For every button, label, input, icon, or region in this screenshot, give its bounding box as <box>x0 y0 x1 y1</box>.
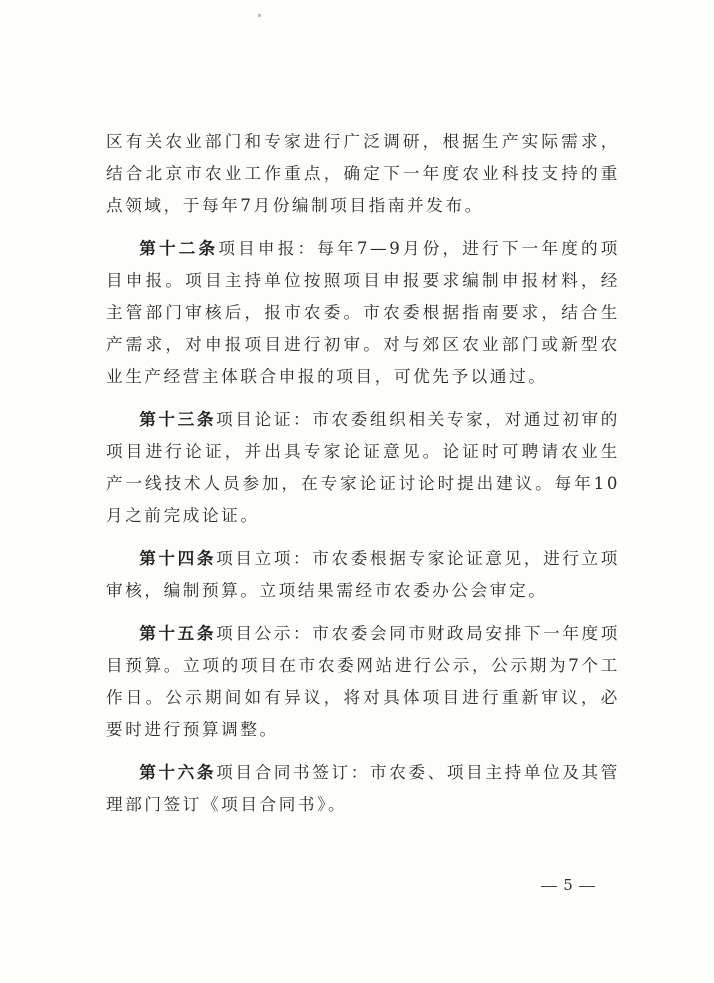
scan-speck <box>258 14 261 17</box>
paragraph-text: 项目申报：每年7—9月份，进行下一年度的项目申报。项目主持单位按照项目申报要求编制申报材料，经主管部门审核后，报市农委。市农委根据指南要求，结合生产需求，对申报项目进行初审。对与郊区农业部门或新型农业生产经营主体联合申报的项目，可优先予以通过。 <box>106 239 621 386</box>
paragraph-article-14 <box>106 543 620 607</box>
paragraph-text: 项目公示：市农委会同市财政局安排下一年度项目预算。立项的项目在市农委网站进行公示，公示期为7个工作日。公示期间如有异议，将对具体项目进行重新审议，必要时进行预算调整。 <box>106 624 620 739</box>
paragraph-text: 项目论证：市农委组织相关专家，对通过初审的项目进行论证，并出具专家论证意见。论证时可聘请农业生产一线技术人员参加，在专家论证讨论时提出建议。每年10月之前完成论证。 <box>106 410 620 525</box>
article-title: 第十三条 <box>139 410 217 429</box>
document-body <box>106 126 620 821</box>
article-title: 第十二条 <box>139 239 219 258</box>
page-number-value: 5 <box>563 876 573 894</box>
paragraph-article-13 <box>106 404 620 532</box>
paragraph-article-15 <box>106 618 620 746</box>
article-title: 第十四条 <box>139 549 217 568</box>
dash-left <box>541 886 557 887</box>
article-title: 第十五条 <box>139 624 217 643</box>
dash-right <box>579 886 595 887</box>
paragraph-article-16 <box>106 757 620 821</box>
page-number <box>532 876 604 894</box>
paragraph-text: 项目合同书签订：市农委、项目主持单位及其管理部门签订《项目合同书》。 <box>106 763 620 814</box>
article-title: 第十六条 <box>139 763 217 782</box>
paragraph-text: 项目立项：市农委根据专家论证意见，进行立项审核，编制预算。立项结果需经市农委办公会审定。 <box>106 549 620 600</box>
paragraph-text: 区有关农业部门和专家进行广泛调研，根据生产实际需求，结合北京市农业工作重点，确定下一年度农业科技支持的重点领域，于每年7月份编制项目指南并发布。 <box>106 132 620 215</box>
paragraph-article-12 <box>106 233 620 393</box>
paragraph-continuation <box>106 126 620 222</box>
